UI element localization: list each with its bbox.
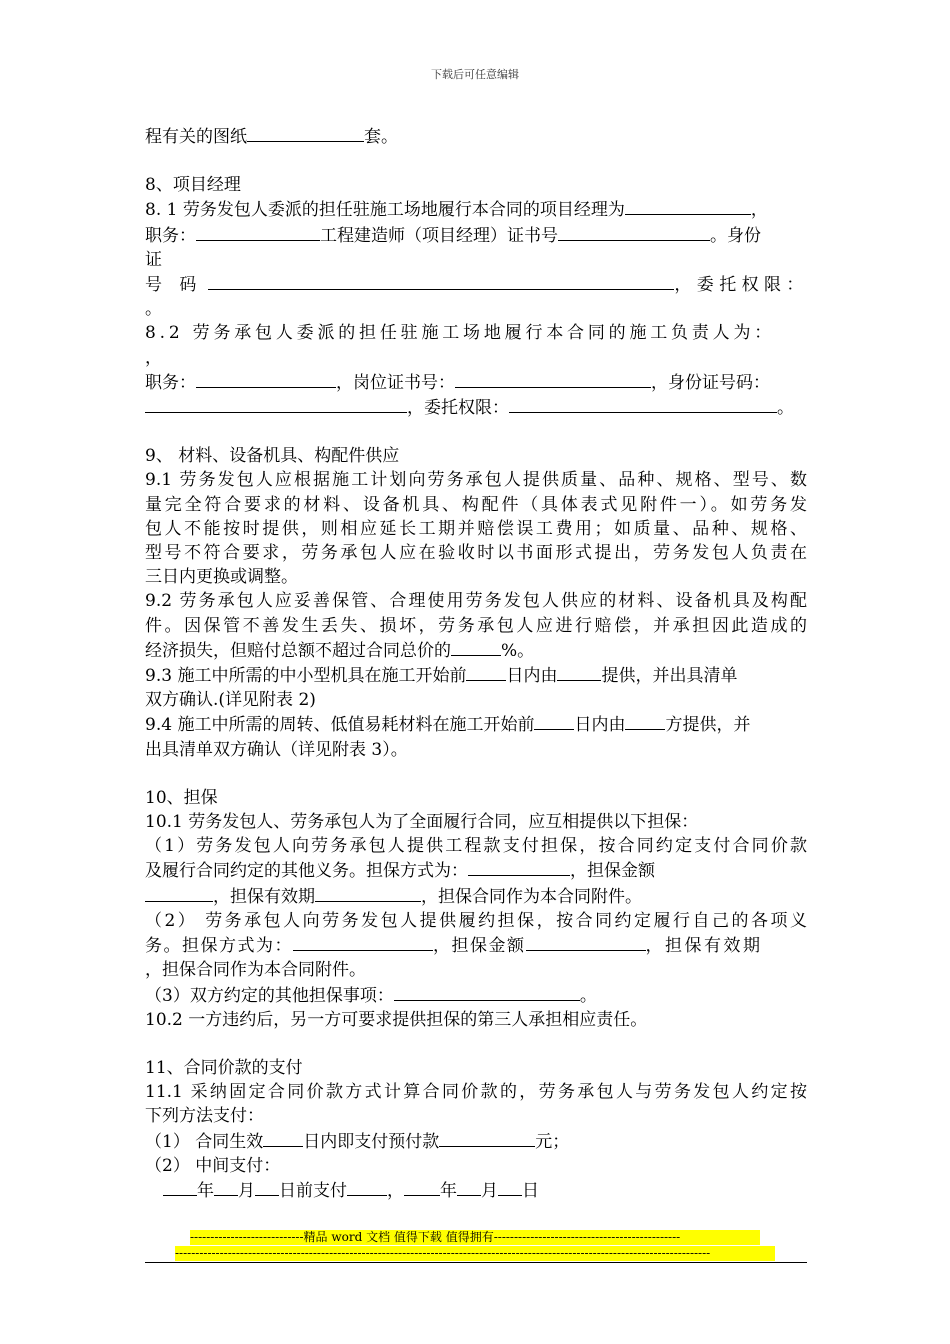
blank-field — [466, 663, 506, 681]
clause-8-1 — [145, 197, 807, 222]
blank-field — [315, 884, 421, 902]
blank-field — [534, 712, 574, 730]
clause-9-3 — [145, 663, 807, 688]
clause-8-2-line3 — [145, 370, 807, 395]
blank-field — [214, 1178, 238, 1196]
text: 9.3 施工中所需的中小型机具在施工开始前 — [145, 666, 467, 687]
text: 工程建造师（项目经理）证书号 — [320, 225, 558, 246]
text: 号 码 — [145, 275, 203, 296]
text: ，担保有效期 — [645, 936, 763, 957]
clause-9-1: 9.1 劳务发包人应根据施工计划向劳务承包人提供质量、品种、规格、型号、数 — [145, 470, 807, 491]
clause-10-1-2-line2 — [145, 933, 807, 958]
blank-field — [263, 1129, 303, 1147]
clause-9-1-line3: 包人不能按时提供，则相应延长工期并赔偿误工费用；如质量、品种、规格、 — [145, 518, 807, 539]
text: 职务： — [145, 372, 196, 393]
contract-body — [145, 124, 807, 1203]
text: ， — [750, 200, 768, 221]
text: ，委托权限： — [407, 398, 509, 419]
text: 程有关的图纸 — [145, 127, 247, 147]
text: 9.4 施工中所需的周转、低值易耗材料在施工开始前 — [145, 715, 535, 736]
text: 日 — [522, 1180, 539, 1201]
blank-field — [558, 223, 710, 241]
blank-field — [145, 884, 213, 902]
drawings-line — [145, 124, 807, 149]
text: %。 — [501, 640, 535, 661]
text: 职务： — [145, 225, 196, 246]
clause-9-3-line2: 双方确认.(详见附表 2) — [145, 690, 316, 711]
blank-field — [347, 1178, 387, 1196]
blank-field — [196, 223, 320, 241]
blank-field — [468, 858, 570, 876]
clause-8-1-line5: 。 — [145, 299, 162, 320]
text: 日前支付 — [279, 1180, 347, 1201]
text: （1） 合同生效 — [145, 1131, 264, 1152]
blank-field — [255, 1178, 279, 1196]
text: 月 — [238, 1180, 255, 1201]
blank-field — [557, 663, 601, 681]
clause-8-1-line2 — [145, 223, 807, 248]
section-9-title: 9、 材料、设备机具、构配件供应 — [145, 446, 400, 467]
clause-9-4 — [145, 712, 807, 737]
text: 年 — [440, 1180, 457, 1201]
clause-9-2-line3 — [145, 638, 807, 663]
text: ，身份证号码： — [651, 372, 770, 393]
text: 8. 1 劳务发包人委派的担任驻施工场地履行本合同的项目经理为 — [145, 200, 625, 221]
text: 提供，并出具清单 — [601, 666, 738, 687]
text: 日内即支付预付款 — [303, 1131, 440, 1152]
clause-10-1-1: （1）劳务发包人向劳务承包人提供工程款支付担保，按合同约定支付合同价款 — [145, 836, 807, 857]
footer-watermark-line-1: ----------------------------精品 word 文档 值得下载 值得拥有---------------------------------------------- — [190, 1230, 760, 1245]
blank-field — [145, 395, 407, 413]
clause-11-1-2: （2） 中间支付： — [145, 1155, 281, 1176]
blank-field — [625, 197, 751, 215]
clause-11-1: 11.1 采纳固定合同价款方式计算合同价款的，劳务承包人与劳务发包人约定按 — [145, 1082, 807, 1103]
clause-9-1-line5: 三日内更换或调整。 — [145, 567, 298, 588]
clause-9-1-line2: 量完全符合要求的材料、设备机具、构配件（具体表式见附件一）。如劳务发 — [145, 494, 807, 515]
clause-9-1-line4: 型号不符合要求，劳务承包人应在验收时以书面形式提出，劳务发包人负责在 — [145, 543, 807, 564]
footer-divider — [145, 1262, 807, 1263]
section-10-title: 10、担保 — [145, 787, 218, 808]
blank-field — [498, 1178, 522, 1196]
clause-9-2-line2: 件。因保管不善发生丢失、损坏，劳务承包人应进行赔偿，并承担因此造成的 — [145, 615, 807, 636]
clause-11-1-line2: 下列方法支付： — [145, 1106, 264, 1127]
blank-field — [457, 1178, 481, 1196]
clause-10-1-1-line3 — [145, 884, 807, 909]
footer-watermark-line-2: ------------------------------------------------------------------------------------------------------------------------------------ — [175, 1246, 775, 1261]
blank-field — [404, 1178, 440, 1196]
text: ，担保金额 — [570, 861, 655, 882]
blank-field — [247, 124, 364, 142]
clause-11-1-3 — [145, 1178, 807, 1203]
blank-field — [163, 1178, 197, 1196]
text: ， 委 托 权 限 ： — [674, 275, 804, 296]
clause-9-4-line2: 出具清单双方确认（详见附表 3）。 — [145, 739, 408, 760]
clause-10-1-2: （2） 劳务承包人向劳务发包人提供履约担保，按合同约定履行自己的各项义 — [145, 910, 807, 931]
blank-field — [526, 933, 646, 951]
clause-8-2: 8.2 劳务承包人委派的担任驻施工场地履行本合同的施工负责人为： — [145, 323, 776, 344]
text: ，担保有效期 — [213, 886, 315, 907]
text: 。 — [777, 398, 794, 419]
clause-10-1-3 — [145, 983, 807, 1008]
clause-10-1-2-line3: ，担保合同作为本合同附件。 — [145, 960, 366, 981]
blank-field — [451, 638, 501, 656]
clause-8-2-line2: ， — [145, 347, 162, 368]
clause-10-2: 10.2 一方违约后，另一方可要求提供担保的第三人承担相应责任。 — [145, 1009, 648, 1030]
text: ，担保合同作为本合同附件。 — [421, 886, 642, 907]
blank-field — [208, 272, 674, 290]
text: 年 — [197, 1180, 214, 1201]
clause-10-1: 10.1 劳务发包人、劳务承包人为了全面履行合同，应互相提供以下担保： — [145, 812, 699, 833]
blank-field — [196, 370, 336, 388]
text: 经济损失，但赔付总额不超过合同总价的 — [145, 640, 451, 661]
text: 。 — [579, 985, 597, 1006]
section-8-title: 8、项目经理 — [145, 175, 241, 196]
blank-field — [293, 933, 433, 951]
blank-field — [455, 370, 651, 388]
text: 日内由 — [574, 715, 626, 736]
text: （3）双方约定的其他担保事项： — [145, 985, 394, 1006]
text: 月 — [481, 1180, 498, 1201]
text: ， — [387, 1180, 404, 1201]
section-11-title: 11、合同价款的支付 — [145, 1057, 303, 1078]
text: 及履行合同约定的其他义务。担保方式为： — [145, 861, 468, 882]
blank-field — [394, 983, 580, 1001]
clause-8-2-line4 — [145, 395, 807, 420]
text: 务。担保方式为： — [145, 936, 293, 957]
clause-8-1-line3: 证 — [145, 249, 162, 270]
text: 日内由 — [506, 666, 558, 687]
clause-9-2: 9.2 劳务承包人应妥善保管、合理使用劳务发包人供应的材料、设备机具及构配 — [145, 591, 807, 612]
blank-field — [439, 1129, 535, 1147]
blank-field — [509, 395, 777, 413]
text: ，担保金额 — [433, 936, 526, 957]
page-header: 下载后可任意编辑 — [431, 68, 519, 81]
clause-8-1-line4 — [145, 272, 807, 297]
clause-11-1-1 — [145, 1129, 807, 1154]
clause-10-1-1-line2 — [145, 858, 807, 883]
text: 元； — [535, 1131, 570, 1152]
text: 。身份 — [710, 225, 761, 246]
text: ，岗位证书号： — [336, 372, 455, 393]
text: 方提供，并 — [665, 715, 751, 736]
blank-field — [625, 712, 665, 730]
text: 套。 — [364, 127, 398, 147]
